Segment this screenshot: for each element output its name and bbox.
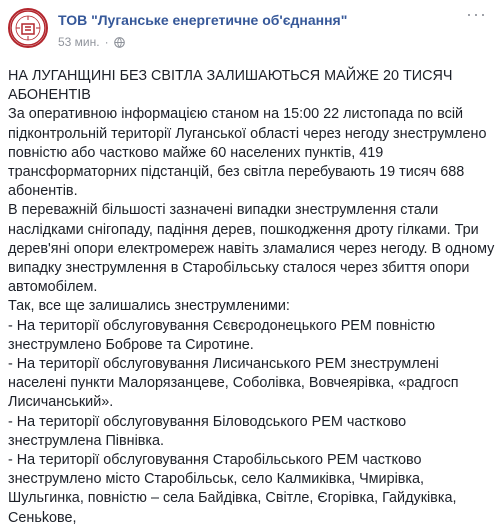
post-paragraph: - На території обслуговування Сєвєродонецького РЕМ повністю знеструмлено Боброве та Сиротине.	[8, 317, 436, 353]
post-paragraph: - На території обслуговування Лисичанського РЕМ знеструмлені населені пункти Малорязанцеве, Соболівка, Вовчеярівка, «радгосп Лисичанський».	[8, 356, 459, 411]
post-paragraph: Так, все ще залишались знеструмленими:	[8, 298, 290, 315]
post-paragraph: В переважній більшості зазначені випадки знеструмлення стали наслідками снігопаду, падіння дерев, пошкодження дроту гілками. Три дерев'яні опори електромереж навіть зламалися через негоду. В одному випадку знеструмлення в Старобільську сталося через збиття опори автомобілем.	[8, 202, 495, 296]
post-timestamp[interactable]: 53 мин.	[58, 35, 100, 49]
post-paragraph: За оперативною інформацією станом на 15:00 22 листопада по всій підконтрольній території Луганської області через негоду знеструмлено повністю або частково майже 60 населених пунктів, 419 трансформаторних підстанцій, без світла перебувають 19 тисяч 688 абонентів.	[8, 106, 487, 200]
page-avatar[interactable]	[8, 8, 48, 48]
post-headline: НА ЛУГАНЩИНІ БЕЗ СВІТЛА ЗАЛИШАЮТЬСЯ МАЙЖЕ 20 ТИСЯЧ АБОНЕНТІВ	[8, 68, 453, 104]
company-logo-icon	[10, 10, 46, 46]
globe-icon[interactable]	[114, 37, 125, 48]
page-name-link[interactable]: ТОВ "Луганське енергетичне об'єднання"	[58, 12, 348, 28]
post-paragraph: - На території обслуговування Біловодського РЕМ частково знеструмлена Півнівка.	[8, 413, 407, 449]
more-options-icon[interactable]: ···	[466, 4, 487, 24]
post-body	[8, 67, 496, 528]
post-meta	[58, 35, 125, 49]
meta-separator: ·	[104, 35, 109, 49]
post-paragraph: - На території обслуговування Старобільського РЕМ частково знеструмлено місто Старобільськ, село Калмиківка, Чмирівка, Шульгинка, повністю – села Байдівка, Світле, Єгорівка, Гайдуківка, Сеньkове,	[8, 452, 457, 526]
